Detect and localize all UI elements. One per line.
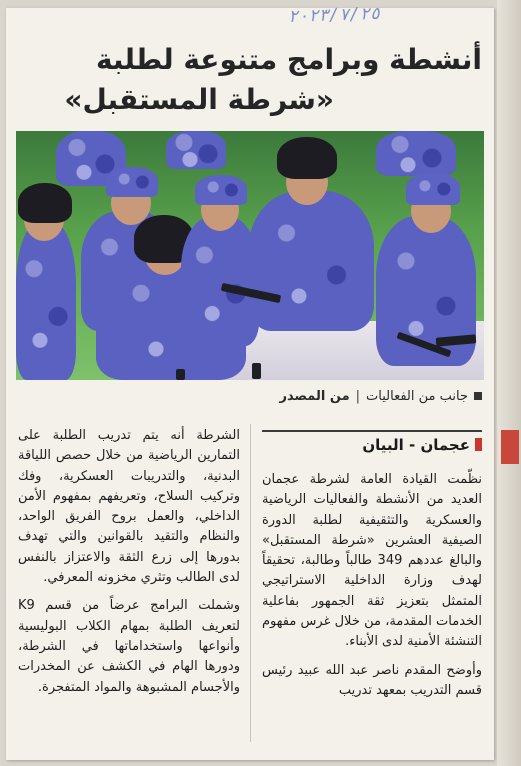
dateline-text: عجمان - البيان (362, 436, 470, 454)
page-edge (497, 0, 521, 766)
article-column-left (18, 426, 240, 706)
article-headline (20, 40, 482, 120)
article-photo (16, 131, 484, 380)
caption-source: من المصدر (279, 388, 350, 404)
cadet-figure (241, 131, 381, 341)
rifle-part (176, 369, 185, 380)
date-stamp: ٢٠٢٣/٧/٢٥ (287, 3, 381, 27)
paragraph: وشملت البرامج عرضاً من قسم K9 لتعريف الطلبة بمهام الكلاب البوليسية وأنواعها واستخداماتها في الشرطة، ودورها الهام في الكشف عن المخدرات والأجسام المشبوهة والمواد المتفجرة. (18, 598, 240, 695)
dateline (262, 430, 482, 454)
red-marker-icon (475, 438, 482, 451)
headline-line-2: «شرطة المستقبل» (64, 83, 334, 116)
caption-separator: | (355, 388, 361, 404)
rifle-part (252, 363, 261, 379)
article-column-right (262, 470, 482, 709)
edge-color-mark (501, 430, 519, 464)
paragraph: الشرطة أنه يتم تدريب الطلبة على التمارين الرياضية من خلال حصص اللياقة البدنية، والتدريبات العسكرية، وفك وتركيب السلاح، وتعريفهم بمفهوم الأمن الداخلي، والعمل بروح الفريق الواحد، والنظام والتقيد بالقوانين والتي تهدف بدورها إلى زرع الثقة والاعتزاز بالنفس لدى الطالب وتثري مخزونه المعرفي. (18, 428, 240, 586)
headline-line-1: أنشطة وبرامج متنوعة لطلبة (95, 43, 482, 76)
caption-text: جانب من الفعاليات (366, 388, 468, 404)
photo-caption (190, 386, 482, 406)
caption-square-icon (474, 392, 482, 400)
paragraph: نظّمت القيادة العامة لشرطة عجمان العديد من الأنشطة والفعاليات الرياضية والعسكرية والتثقيفية لطلبة الدورة الصيفية العشرين «شرطة المستقبل» والبالغ عددهم 349 طالباً وطالبة، تحقيقاً لهدف وزارة الداخلية الاستراتيجي المتمثل بتعزيز ثقة الجمهور بفاعلية الخدمات المقدمة، من خلال غرس مفهوم التنشئة الأمنية لدى الأبناء. (262, 472, 482, 650)
paragraph: وأوضح المقدم ناصر عبد الله عبيد رئيس قسم التدريب بمعهد تدريب (262, 662, 482, 698)
column-divider (250, 424, 251, 742)
